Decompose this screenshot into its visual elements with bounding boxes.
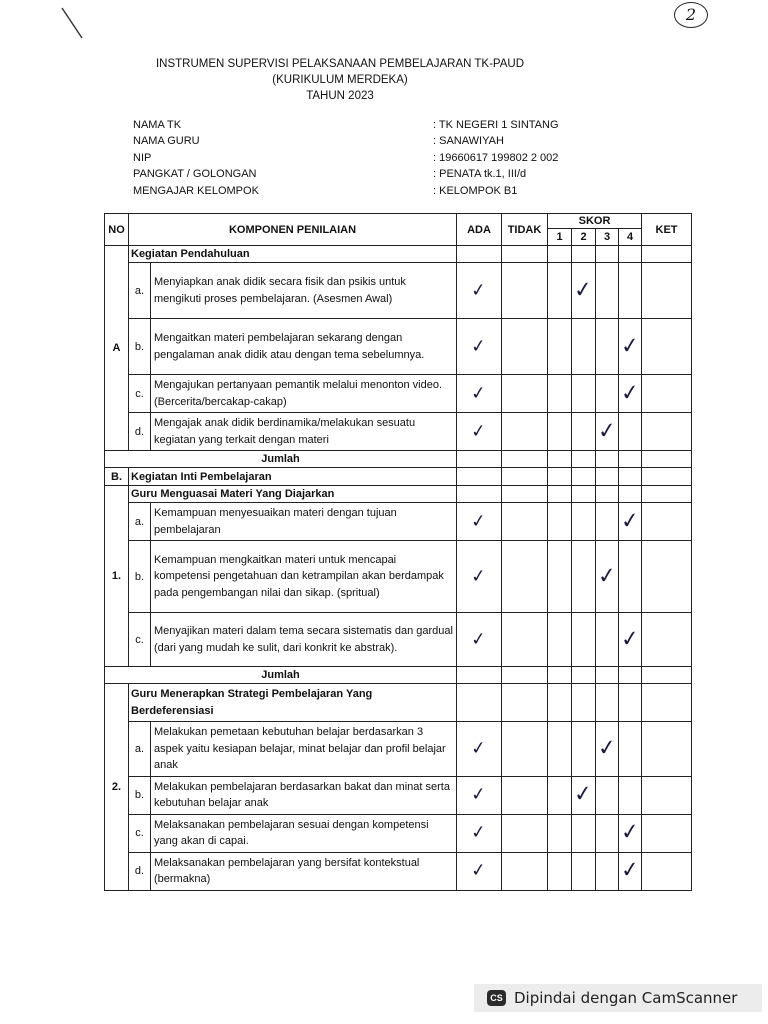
item-letter: a. (129, 722, 151, 777)
section-number: B. (105, 468, 129, 486)
item-letter: a. (129, 263, 151, 319)
tidak-cell (502, 413, 548, 451)
score-cell-1 (548, 613, 572, 667)
section-title: Kegiatan Inti Pembelajaran (129, 468, 457, 486)
item-description: Melaksanakan pembelajaran yang bersifat kontekstual (bermakna) (151, 852, 457, 890)
score-cell-1 (548, 722, 572, 777)
ada-cell (457, 375, 502, 413)
section-title: Guru Menguasai Materi Yang Diajarkan (129, 486, 457, 503)
jumlah-label: Jumlah (105, 667, 457, 684)
tidak-cell (502, 503, 548, 541)
item-description: Mengajak anak didik berdinamika/melakukan sesuatu kegiatan yang terkait dengan materi (151, 413, 457, 451)
col-header-score-3: 3 (596, 229, 619, 246)
score-cell-2 (572, 375, 596, 413)
tidak-cell (502, 814, 548, 852)
info-value: : TK NEGERI 1 SINTANG (433, 119, 559, 131)
title-line-3: TAHUN 2023 (306, 90, 374, 102)
col-header-ada: ADA (457, 214, 502, 246)
info-label: NAMA TK (133, 119, 182, 131)
info-row (133, 117, 613, 133)
score-cell-3 (596, 541, 619, 613)
section-title-row (105, 486, 692, 503)
check-mark-icon: ✓ (596, 562, 618, 590)
item-description: Melakukan pemetaan kebutuhan belajar berdasarkan 3 aspek yaitu kesiapan belajar, minat belajar dan profil belajar anak (151, 722, 457, 777)
info-value: : SANAWIYAH (433, 135, 504, 148)
section-title-row (105, 246, 692, 263)
tidak-cell (502, 319, 548, 375)
item-letter: c. (129, 375, 151, 413)
table-row (105, 263, 692, 319)
check-mark-icon: ✓ (470, 821, 488, 844)
ada-cell (457, 319, 502, 375)
check-mark-icon: ✓ (619, 625, 641, 653)
score-cell-3 (596, 776, 619, 814)
item-description: Menyajikan materi dalam tema secara sistematis dan gardual (dari yang mudah ke sulit, dari konkrit ke abstrak). (151, 613, 457, 667)
table-row (105, 319, 692, 375)
pen-stroke-mark (60, 6, 86, 42)
ket-cell (642, 722, 692, 777)
check-mark-icon: ✓ (470, 334, 488, 358)
tidak-cell (502, 541, 548, 613)
item-description: Kemampuan menyesuaikan materi dengan tujuan pembelajaran (151, 503, 457, 541)
camscanner-logo-icon: CS (487, 990, 506, 1006)
table-row (105, 776, 692, 814)
score-cell-2 (572, 263, 596, 319)
jumlah-row (105, 451, 692, 468)
col-header-ket: KET (642, 214, 692, 246)
ada-cell (457, 541, 502, 613)
tidak-cell (502, 613, 548, 667)
score-cell-1 (548, 503, 572, 541)
score-cell-3 (596, 375, 619, 413)
score-cell-4 (619, 776, 642, 814)
section-title: Guru Menerapkan Strategi Pembelajaran Yang Berdeferensiasi (129, 684, 457, 722)
info-label: PANGKAT / GOLONGAN (133, 168, 257, 181)
item-letter: b. (129, 319, 151, 375)
score-cell-3 (596, 613, 619, 667)
ada-cell (457, 776, 502, 814)
score-cell-2 (572, 413, 596, 451)
section-a (105, 246, 692, 468)
info-value: : 19660617 199802 2 002 (433, 151, 559, 164)
table-row (105, 613, 692, 667)
tidak-cell (502, 852, 548, 890)
tidak-cell (502, 375, 548, 413)
score-cell-3 (596, 814, 619, 852)
score-cell-1 (548, 541, 572, 613)
score-cell-4 (619, 814, 642, 852)
score-cell-2 (572, 722, 596, 777)
check-mark-icon: ✓ (470, 737, 488, 760)
assessment-table (104, 213, 692, 891)
score-cell-4 (619, 852, 642, 890)
score-cell-2 (572, 814, 596, 852)
score-cell-2 (572, 503, 596, 541)
col-header-skor: SKOR (548, 214, 642, 229)
check-mark-icon: ✓ (470, 278, 488, 302)
title-line-1: INSTRUMEN SUPERVISI PELAKSANAAN PEMBELAJARAN TK-PAUD (155, 58, 525, 70)
score-cell-2 (572, 776, 596, 814)
ket-cell (642, 852, 692, 890)
table-row (105, 541, 692, 613)
score-cell-2 (572, 613, 596, 667)
score-cell-1 (548, 814, 572, 852)
score-cell-1 (548, 319, 572, 375)
check-mark-icon: ✓ (470, 783, 488, 806)
info-value: : KELOMPOK B1 (433, 184, 518, 197)
info-row (133, 183, 613, 199)
section-title-row (105, 468, 692, 486)
check-mark-icon: ✓ (596, 734, 618, 762)
score-cell-4 (619, 613, 642, 667)
section-b1 (105, 486, 692, 684)
score-cell-2 (572, 319, 596, 375)
score-cell-3 (596, 263, 619, 319)
item-letter: b. (129, 541, 151, 613)
ket-cell (642, 263, 692, 319)
section-number: A (105, 246, 129, 451)
header-row (105, 214, 692, 229)
score-cell-1 (548, 852, 572, 890)
check-mark-icon: ✓ (470, 627, 488, 651)
info-label: NAMA GURU (133, 135, 200, 148)
col-header-tidak: TIDAK (502, 214, 548, 246)
item-letter: a. (129, 503, 151, 541)
jumlah-row (105, 667, 692, 684)
score-cell-4 (619, 541, 642, 613)
table-row (105, 413, 692, 451)
ada-cell (457, 503, 502, 541)
info-row (133, 133, 613, 149)
ada-cell (457, 814, 502, 852)
item-letter: d. (129, 413, 151, 451)
ada-cell (457, 722, 502, 777)
ket-cell (642, 319, 692, 375)
col-header-no: NO (105, 214, 129, 246)
score-cell-4 (619, 263, 642, 319)
title-line-2: (KURIKULUM MERDEKA) (272, 74, 408, 86)
page-number: 2 (674, 2, 708, 28)
camscanner-watermark (474, 984, 762, 1012)
ket-cell (642, 613, 692, 667)
table-row (105, 722, 692, 777)
item-description: Menyiapkan anak didik secara fisik dan psikis untuk mengikuti proses pembelajaran. (Asesmen Awal) (151, 263, 457, 319)
score-cell-1 (548, 263, 572, 319)
score-cell-1 (548, 776, 572, 814)
score-cell-3 (596, 852, 619, 890)
item-description: Mengaitkan materi pembelajaran sekarang dengan pengalaman anak didik atau dengan tema sebelumnya. (151, 319, 457, 375)
check-mark-icon: ✓ (470, 509, 488, 533)
check-mark-icon: ✓ (470, 419, 488, 443)
ket-cell (642, 814, 692, 852)
document-title (130, 56, 550, 104)
item-description: Mengajukan pertanyaan pemantik melalui menonton video. (Bercerita/bercakap-cakap) (151, 375, 457, 413)
score-cell-3 (596, 413, 619, 451)
tidak-cell (502, 776, 548, 814)
ket-cell (642, 776, 692, 814)
identity-info (133, 117, 613, 199)
section-number: 2. (105, 684, 129, 891)
table-row (105, 375, 692, 413)
section-b (105, 468, 692, 486)
check-mark-icon: ✓ (619, 507, 641, 535)
info-row (133, 166, 613, 182)
ket-cell (642, 503, 692, 541)
col-header-score-2: 2 (572, 229, 596, 246)
score-cell-2 (572, 852, 596, 890)
ada-cell (457, 852, 502, 890)
item-letter: c. (129, 613, 151, 667)
ket-cell (642, 541, 692, 613)
check-mark-icon: ✓ (619, 819, 641, 846)
item-description: Melakukan pembelajaran berdasarkan bakat dan minat serta kebutuhan belajar anak (151, 776, 457, 814)
score-cell-4 (619, 722, 642, 777)
item-description: Melaksanakan pembelajaran sesuai dengan kompetensi yang akan di capai. (151, 814, 457, 852)
score-cell-1 (548, 375, 572, 413)
ada-cell (457, 613, 502, 667)
section-b2 (105, 684, 692, 891)
section-title: Kegiatan Pendahuluan (129, 246, 457, 263)
ada-cell (457, 413, 502, 451)
check-mark-icon: ✓ (596, 417, 618, 445)
check-mark-icon: ✓ (619, 379, 641, 407)
col-header-komponen: KOMPONEN PENILAIAN (129, 214, 457, 246)
check-mark-icon: ✓ (470, 859, 488, 882)
info-row (133, 150, 613, 166)
score-cell-1 (548, 413, 572, 451)
check-mark-icon: ✓ (470, 381, 488, 405)
score-cell-4 (619, 503, 642, 541)
score-cell-3 (596, 722, 619, 777)
score-cell-2 (572, 541, 596, 613)
info-value: : PENATA tk.1, III/d (433, 168, 527, 181)
check-mark-icon: ✓ (572, 276, 594, 304)
col-header-score-1: 1 (548, 229, 572, 246)
item-description: Kemampuan mengkaitkan materi untuk mencapai kompetensi pengetahuan dan ketrampilan akan berdampak pada pengembangan nilai dan sikap. (spritual) (151, 541, 457, 613)
check-mark-icon: ✓ (470, 564, 488, 588)
tidak-cell (502, 263, 548, 319)
item-letter: b. (129, 776, 151, 814)
tidak-cell (502, 722, 548, 777)
ket-cell (642, 375, 692, 413)
score-cell-4 (619, 319, 642, 375)
section-number: 1. (105, 486, 129, 667)
ket-cell (642, 413, 692, 451)
score-cell-4 (619, 375, 642, 413)
check-mark-icon: ✓ (619, 332, 641, 360)
item-letter: c. (129, 814, 151, 852)
camscanner-text: Dipindai dengan CamScanner (514, 989, 738, 1007)
check-mark-icon: ✓ (572, 781, 594, 808)
check-mark-icon: ✓ (619, 857, 641, 884)
ada-cell (457, 263, 502, 319)
section-title-row (105, 684, 692, 722)
jumlah-label: Jumlah (105, 451, 457, 468)
score-cell-4 (619, 413, 642, 451)
info-label: NIP (133, 151, 152, 164)
score-cell-3 (596, 503, 619, 541)
table-row (105, 814, 692, 852)
table-row (105, 503, 692, 541)
score-cell-3 (596, 319, 619, 375)
item-letter: d. (129, 852, 151, 890)
info-label: MENGAJAR KELOMPOK (133, 184, 259, 197)
col-header-score-4: 4 (619, 229, 642, 246)
table-row (105, 852, 692, 890)
